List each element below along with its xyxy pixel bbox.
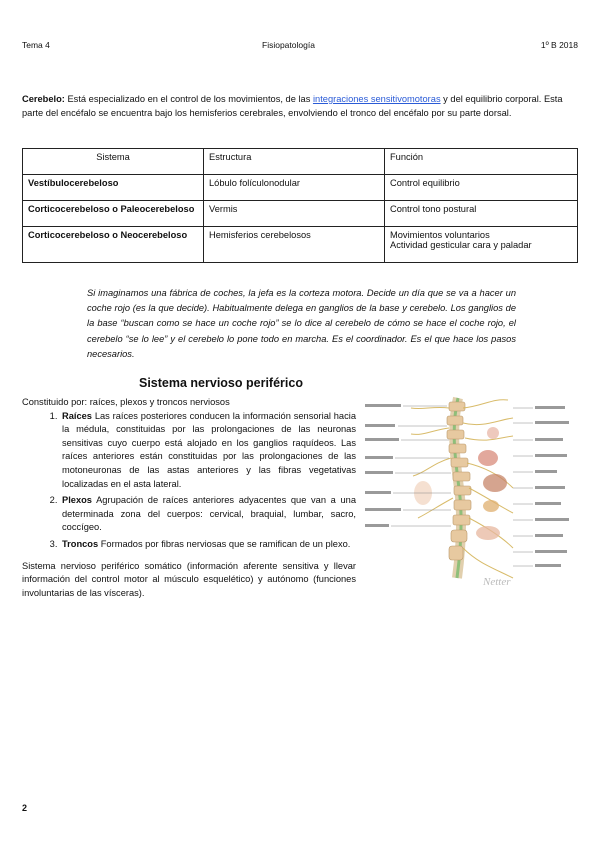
nervous-system-illustration-svg xyxy=(363,388,578,588)
list-item-term: Troncos xyxy=(62,538,99,549)
pns-content xyxy=(22,396,356,600)
header-left: Tema 4 xyxy=(22,40,50,50)
table-row xyxy=(23,175,578,201)
table-cell: Hemisferios cerebelosos xyxy=(204,227,385,263)
table-header-cell: Estructura xyxy=(204,149,385,175)
list-item-term: Raíces xyxy=(62,410,92,421)
constituted-line: Constituido por: raíces, plexos y troncos nerviosos xyxy=(22,397,230,407)
header-right: 1º B 2018 xyxy=(540,40,578,50)
table-cell: Corticocerebeloso o Paleocerebeloso xyxy=(23,201,204,227)
nervous-system-illustration xyxy=(363,388,578,588)
table-header-row xyxy=(23,149,578,175)
function-line: Actividad gesticular cara y paladar xyxy=(390,240,532,250)
section-title: Sistema nervioso periférico xyxy=(139,376,303,390)
pns-paragraph: Sistema nervioso periférico somático (información aferente sensitiva y llevar información del control motor al músculo esquelético) y autónomo (funciones involuntarias de las vísceras). xyxy=(22,560,356,598)
page-number: 2 xyxy=(22,803,28,813)
table-cell: Control tono postural xyxy=(385,201,578,227)
list-item-text: Las raíces posteriores conducen la información sensorial hacia la médula, constituidas por las prolongaciones de las neuronas sensitivas cuyo cuerpo está alojado en los ganglios raquídeos. Las raíces anteriores están constituidas por las prolongaciones de las motoneuronas de las astas anteriores y las fibras vegetativas localizadas en el asta lateral. xyxy=(62,410,356,489)
list-item xyxy=(60,410,356,492)
intro-link[interactable]: integraciones sensitivomotoras xyxy=(312,94,441,104)
table-cell: Corticocerebeloso o Neocerebeloso xyxy=(23,227,204,263)
list-item-term: Plexos xyxy=(62,495,92,506)
netter-watermark: Netter xyxy=(483,576,511,588)
table-header-cell: Función xyxy=(385,149,578,175)
analogy-quote: Si imaginamos una fábrica de coches, la jefa es la corteza motora. Decide un día que se va a hacer un coche rojo (es la que decide). Habitualmente delega en ganglios de la base y cerebelo. Los ganglios de la base “buscan como se hace un coche rojo” se lo dice al cerebelo de cómo se hace el coche rojo, el cerebelo “se lo lee” y el cerebelo lo pone todo en marcha. Es el coordinador. Es el que hace los pasos necesarios. xyxy=(87,288,516,359)
cerebellum-table xyxy=(22,148,578,263)
intro-term: Cerebelo: xyxy=(22,94,65,104)
list-item-text: Agrupación de raíces anteriores adyacentes que van a una determinada zona del cuerpos: cervical, braquial, lumbar, sacro, coccígeo. xyxy=(62,495,356,533)
table-row xyxy=(23,201,578,227)
table-cell: Vermis xyxy=(204,201,385,227)
table-cell: Vestíbulocerebeloso xyxy=(23,175,204,201)
table-header-cell: Sistema xyxy=(23,149,204,175)
list-item xyxy=(60,538,356,552)
intro-paragraph xyxy=(22,93,578,120)
function-line: Movimientos voluntarios xyxy=(390,230,490,240)
list-item xyxy=(60,494,356,535)
table-cell xyxy=(385,227,578,263)
table-row xyxy=(23,227,578,263)
list-item-text: Formados por fibras nerviosas que se ramifican de un plexo. xyxy=(98,538,351,549)
pns-list xyxy=(22,410,356,552)
header-center: Fisiopatología xyxy=(262,40,315,50)
intro-text-1: Está especializado en el control de los movimientos, de las xyxy=(64,94,313,104)
table-cell: Lóbulo folículonodular xyxy=(204,175,385,201)
table-cell: Control equilibrio xyxy=(385,175,578,201)
intro-text-2: y del equilibrio corporal. Esta parte del encéfalo se encuentra bajo los hemisferios cerebrales, envolviendo el tronco del encéfalo por su parte dorsal. xyxy=(22,94,563,118)
